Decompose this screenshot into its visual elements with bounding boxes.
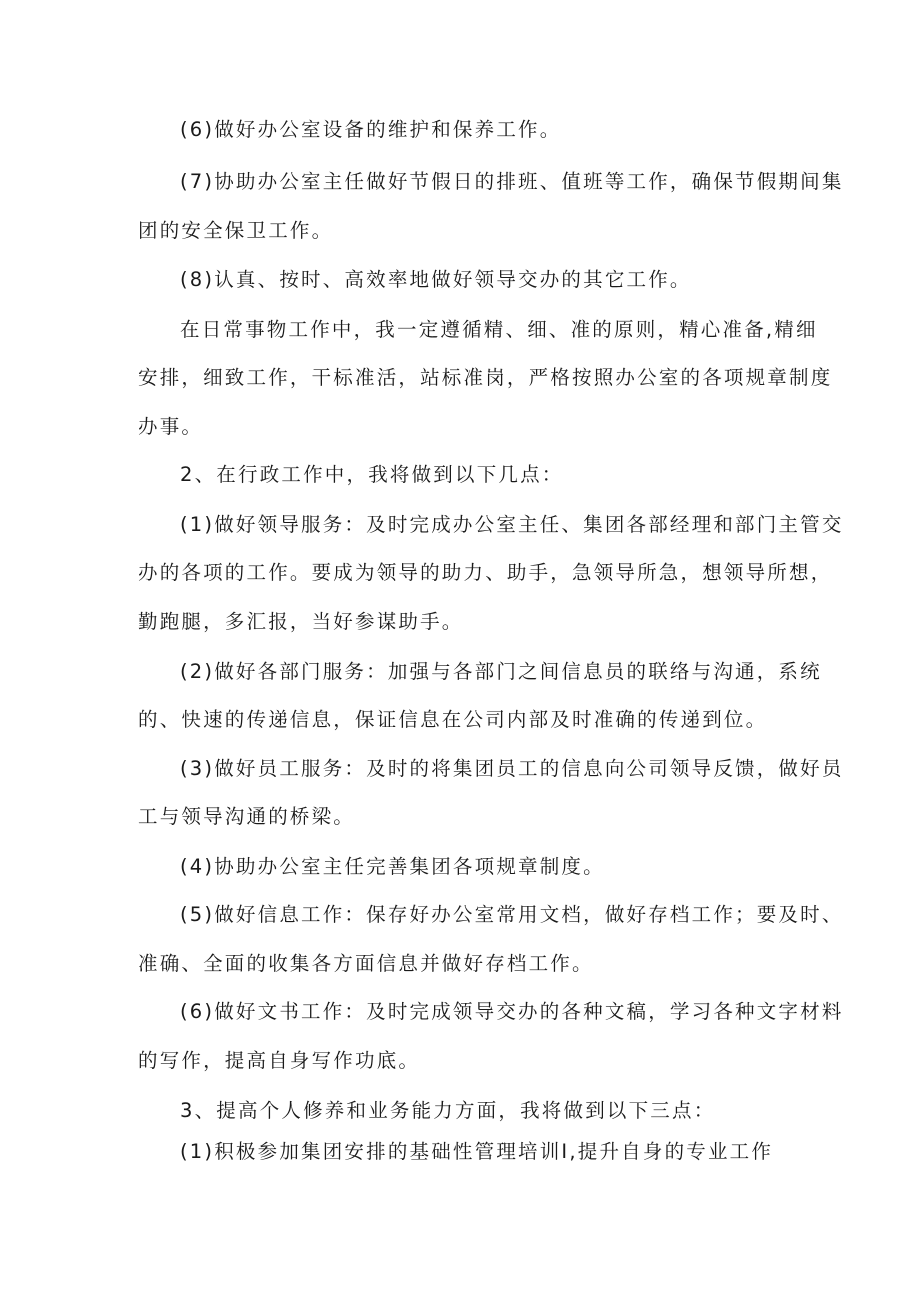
text-line: (4)协助办公室主任完善集团各项规章制度。 [180, 855, 605, 878]
text-line: 的、快速的传递信息，保证信息在公司内部及时准确的传递到位。 [138, 708, 768, 731]
text-line: 办的各项的工作。要成为领导的助力、助手，急领导所急，想领导所想， [138, 561, 833, 584]
text-line: (1)做好领导服务：及时完成办公室主任、集团各部经理和部门主管交 [180, 513, 844, 536]
text-line: 工与领导沟通的桥梁。 [138, 805, 356, 828]
text-line: 2、在行政工作中，我将做到以下几点： [180, 463, 564, 486]
text-line: 安排，细致工作，干标准活，站标准岗，严格按照办公室的各项规章制度 [138, 366, 833, 389]
text-line: (6)做好办公室设备的维护和保养工作。 [180, 118, 562, 141]
text-line: 团的安全保卫工作。 [138, 219, 334, 242]
text-line: 在日常事物工作中，我一定遵循精、细、准的原则，精心准备,精细 [180, 318, 818, 341]
text-line: (1)积极参加集团安排的基础性管理培训I,提升自身的专业工作 [180, 1140, 774, 1163]
text-line: (3)做好员工服务：及时的将集团员工的信息向公司领导反馈，做好员 [180, 757, 844, 780]
text-line: 办事。 [138, 415, 204, 438]
text-line: (7)协助办公室主任做好节假日的排班、值班等工作，确保节假期间集 [180, 170, 844, 193]
text-line: (6)做好文书工作：及时完成领导交办的各种文稿，学习各种文字材料 [180, 1000, 844, 1023]
text-line: 3、提高个人修养和业务能力方面，我将做到以下三点： [180, 1099, 716, 1122]
text-line: 的写作，提高自身写作功底。 [138, 1049, 421, 1072]
text-line: (5)做好信息工作：保存好办公室常用文档，做好存档工作；要及时、 [180, 903, 844, 926]
text-line: 勤跑腿，多汇报，当好参谋助手。 [138, 610, 464, 633]
text-line: (8)认真、按时、高效率地做好领导交办的其它工作。 [180, 268, 692, 291]
text-line: 准确、全面的收集各方面信息并做好存档工作。 [138, 952, 594, 975]
text-line: (2)做好各部门服务：加强与各部门之间信息员的联络与沟通，系统 [180, 660, 822, 683]
